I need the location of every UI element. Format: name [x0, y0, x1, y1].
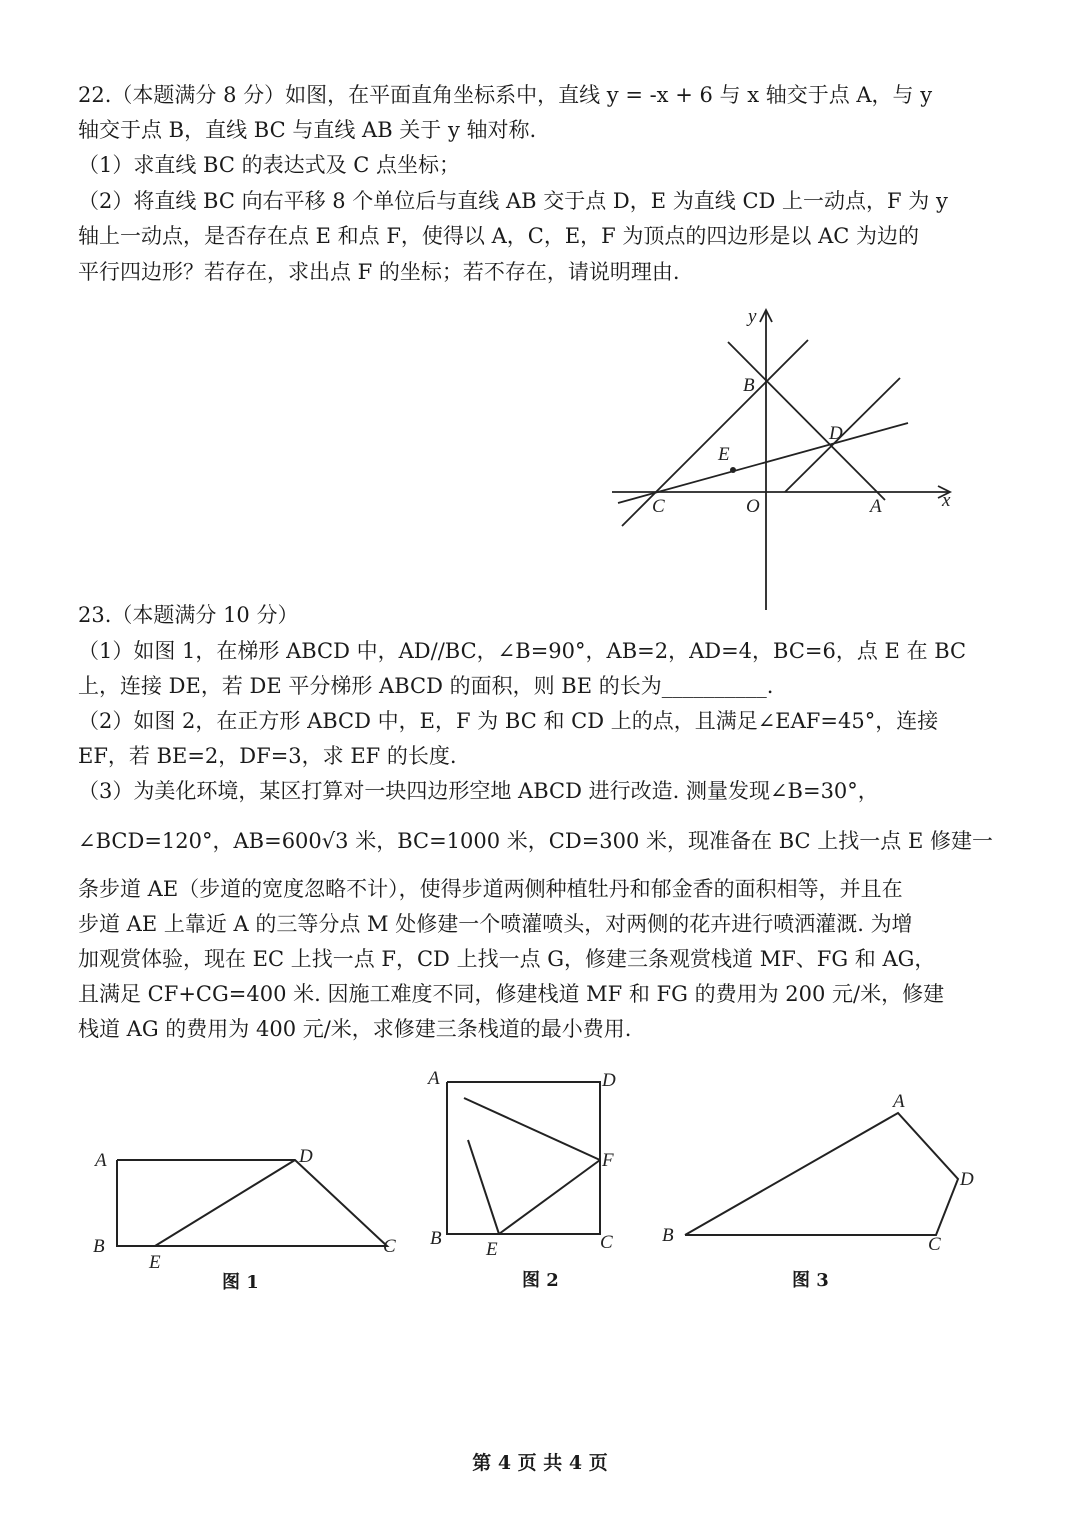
fig3 — [650, 1085, 995, 1255]
fig1-trapezoid — [85, 1140, 415, 1275]
fig2-segment-ae — [468, 1140, 499, 1234]
q23-line-8: 条步道 AE（步道的宽度忽略不计），使得步道两侧种植牡丹和郁金香的面积相等，并且在 — [78, 877, 903, 901]
fig2-label-a: A — [428, 1068, 440, 1089]
fig3-label-d: D — [960, 1169, 974, 1190]
q22-line-2: 轴交于点 B，直线 BC 与直线 AB 关于 y 轴对称. — [78, 118, 537, 142]
fig1-label-c: C — [383, 1236, 396, 1257]
fig3-label-a: A — [893, 1091, 905, 1112]
fig1-label-a: A — [95, 1150, 107, 1171]
fig3-outline — [685, 1113, 958, 1235]
q23-line-3: 上，连接 DE，若 DE 平分梯形 ABCD 的面积，则 BE 的长为__________. — [78, 674, 774, 698]
fig2-label-e: E — [486, 1239, 498, 1260]
fig1-segment-de — [155, 1160, 295, 1246]
fig3-caption: 图 3 — [792, 1270, 829, 1291]
fig3-quadrilateral — [650, 1085, 995, 1255]
q23-line-5: EF，若 BE=2，DF=3，求 EF 的长度. — [78, 744, 457, 768]
fig1-caption: 图 1 — [222, 1272, 259, 1293]
fig2-label-f: F — [602, 1150, 614, 1171]
q23-line-11: 且满足 CF+CG=400 米. 因施工难度不同，修建栈道 MF 和 FG 的费用为 200 元/米，修建 — [78, 982, 945, 1006]
q22-line-3: （1）求直线 BC 的表达式及 C 点坐标； — [78, 153, 461, 177]
fig2-label-b: B — [430, 1228, 442, 1249]
line-ab — [728, 342, 885, 500]
fig2-segment-ef — [499, 1160, 600, 1234]
q23-line-10: 加观赏体验，现在 EC 上找一点 F，CD 上找一点 G，修建三条观赏栈道 MF、FG 和 AG， — [78, 947, 936, 971]
label-b: B — [743, 375, 755, 396]
q22-line-5: 轴上一动点，是否存在点 E 和点 F，使得以 A，C，E，F 为顶点的四边形是以 AC 为边的 — [78, 224, 919, 248]
label-e: E — [718, 444, 730, 465]
point-e — [730, 467, 736, 473]
label-x: x — [942, 490, 951, 511]
page-footer: 第 4 页 共 4 页 — [472, 1452, 608, 1474]
label-y: y — [748, 306, 757, 327]
fig1-outline — [117, 1160, 387, 1246]
line-cd — [618, 423, 908, 503]
fig1-label-d: D — [299, 1146, 313, 1167]
q23-line-9: 步道 AE 上靠近 A 的三等分点 M 处修建一个喷灌喷头，对两侧的花卉进行喷洒灌溉. 为增 — [78, 912, 913, 936]
q22-line-4: （2）将直线 BC 向右平移 8 个单位后与直线 AB 交于点 D，E 为直线 CD 上一动点，F 为 y — [78, 189, 948, 213]
q22-figure — [600, 300, 970, 620]
label-o: O — [746, 496, 760, 517]
q23-line-12: 栈道 AG 的费用为 400 元/米，求修建三条栈道的最小费用. — [78, 1017, 632, 1041]
q22-coordinate-diagram — [600, 300, 970, 620]
q23-line-4: （2）如图 2，在正方形 ABCD 中，E，F 为 BC 和 CD 上的点，且满足∠EAF=45°，连接 — [78, 709, 939, 733]
q23-line-2: （1）如图 1，在梯形 ABCD 中，AD//BC，∠B=90°，AB=2，AD=4，BC=6，点 E 在 BC — [78, 639, 967, 663]
fig3-label-c: C — [928, 1234, 941, 1255]
fig2-caption: 图 2 — [522, 1270, 559, 1291]
q22-line-6: 平行四边形？若存在，求出点 F 的坐标；若不存在，请说明理由. — [78, 260, 680, 284]
q23-line-1: 23.（本题满分 10 分） — [78, 603, 299, 627]
q23-line-7: ∠BCD=120°，AB=600√3 米，BC=1000 米，CD=300 米，现准备在 BC 上找一点 E 修建一 — [78, 829, 993, 853]
line-bc — [622, 340, 808, 526]
fig1-label-e: E — [149, 1252, 161, 1273]
fig2-square — [420, 1062, 630, 1262]
label-d: D — [829, 423, 843, 444]
fig2-label-c: C — [600, 1232, 613, 1253]
fig1-label-b: B — [93, 1236, 105, 1257]
label-c: C — [652, 496, 665, 517]
fig3-label-b: B — [662, 1225, 674, 1246]
fig1 — [85, 1140, 415, 1275]
fig2 — [420, 1062, 630, 1262]
fig2-label-d: D — [602, 1070, 616, 1091]
q22-line-1: 22.（本题满分 8 分）如图，在平面直角坐标系中，直线 y = -x + 6 与 x 轴交于点 A，与 y — [78, 83, 933, 107]
fig2-outline — [447, 1082, 600, 1234]
q23-line-6: （3）为美化环境，某区打算对一块四边形空地 ABCD 进行改造. 测量发现∠B=30°， — [78, 779, 879, 803]
label-a: A — [870, 496, 882, 517]
fig2-segment-af — [464, 1098, 600, 1160]
